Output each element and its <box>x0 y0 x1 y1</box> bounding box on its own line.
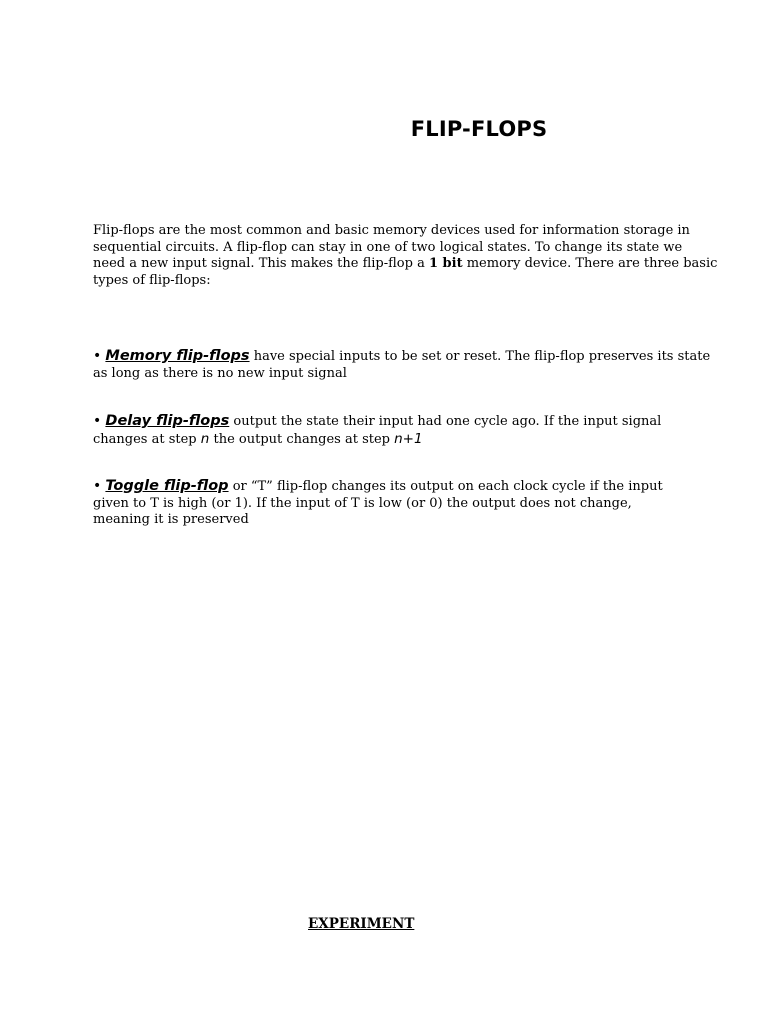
term-toggle-flip-flop: Toggle flip-flop <box>105 478 229 494</box>
intro-line: Flip-flops are the most common and basic memory devices used for information storage in <box>93 223 690 238</box>
bullet-text: changes at step <box>93 431 197 447</box>
variable-n: n <box>200 430 210 447</box>
bullet-text: the output changes at step <box>213 431 390 447</box>
bullet-line: meaning it is preserved <box>93 512 249 528</box>
bullet-line <box>93 413 683 431</box>
bullet-toggle-flip-flop <box>93 478 683 529</box>
term-delay-flip-flops: Delay flip-flops <box>105 413 230 429</box>
bullet-text: or “T” flip-flop changes its output on each clock cycle if the input <box>232 479 663 494</box>
intro-line <box>93 256 718 273</box>
bullet-marker: • <box>93 348 102 364</box>
bullet-text: have special inputs to be set or reset. The flip-flop preserves its state <box>253 349 711 364</box>
experiment-heading: EXPERIMENT <box>308 916 415 932</box>
term-memory-flip-flops: Memory flip-flops <box>105 348 250 364</box>
bullet-delay-flip-flops <box>93 413 683 448</box>
variable-n-plus-1: n+1 <box>394 430 423 447</box>
intro-text: need a new input signal. This makes the flip-flop a <box>93 256 425 272</box>
bullet-marker: • <box>93 478 102 494</box>
bullet-line <box>93 478 683 496</box>
bullet-text: output the state their input had one cycle ago. If the input signal <box>233 414 662 429</box>
bullet-line: given to T is high (or 1). If the input of T is low (or 0) the output does not change, <box>93 495 632 511</box>
bold-term: 1 bit <box>428 256 463 272</box>
intro-line: types of flip-flops: <box>93 272 211 288</box>
bullet-line <box>93 348 711 366</box>
intro-paragraph <box>93 223 718 289</box>
page-title: FLIP-FLOPS <box>410 117 548 141</box>
bullet-marker: • <box>93 413 102 429</box>
bullet-line: as long as there is no new input signal <box>93 365 347 381</box>
intro-text: memory device. There are three basic <box>466 256 718 272</box>
bullet-line <box>93 431 683 449</box>
bullet-memory-flip-flops <box>93 348 711 382</box>
intro-line: sequential circuits. A flip-flop can stay in one of two logical states. To change its state we <box>93 239 683 255</box>
